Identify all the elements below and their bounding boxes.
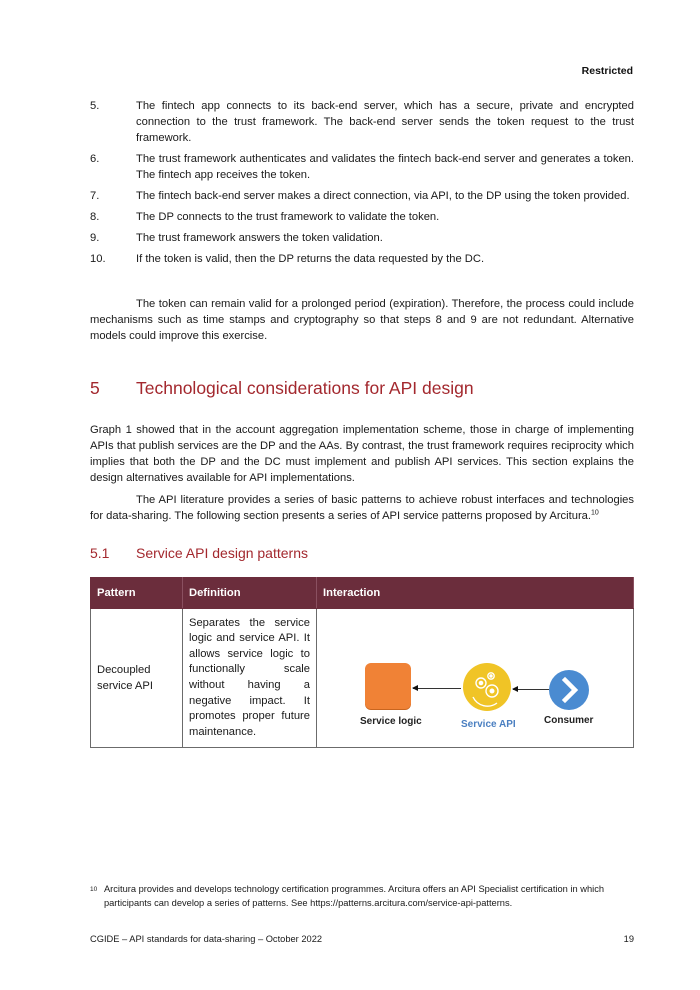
list-text: The fintech app connects to its back-end server, which has a secure, private and encrypted connection to the trust framework. The back-end server sends the token request to the trust framework. — [136, 100, 634, 144]
footnote — [90, 882, 634, 910]
service-api-label: Service API — [461, 719, 516, 730]
page-footer — [90, 934, 634, 944]
definition-cell: Separates the service logic and service API. It allows service logic to functionally scale without having a negative impact. It promotes proper future maintenance. — [183, 609, 317, 748]
section-title: Technological considerations for API design — [136, 378, 474, 398]
list-item — [90, 188, 634, 204]
patterns-table — [90, 577, 634, 748]
list-item — [90, 230, 634, 246]
subsection-number: 5.1 — [90, 545, 110, 561]
list-number: 7. — [90, 190, 100, 202]
steps-list — [90, 98, 634, 272]
list-number: 9. — [90, 232, 100, 244]
footer-title: CGIDE – API standards for data-sharing – October 2022 — [90, 934, 323, 944]
arrow-left-icon — [413, 688, 461, 689]
arrow-left-icon — [513, 689, 549, 690]
list-item — [90, 251, 634, 267]
footnote-text: Arcitura provides and develops technology certification programmes. Arcitura offers an API Specialist certification in which participants can develop a series of patterns. See https://patterns.arcitura.com/service-api-patterns. — [103, 884, 605, 908]
subsection-title: Service API design patterns — [136, 545, 308, 561]
section-number: 5 — [90, 378, 100, 398]
page-number: 19 — [623, 934, 634, 944]
section-paragraph — [90, 422, 634, 486]
interaction-cell — [317, 609, 634, 748]
list-number: 10. — [90, 253, 106, 265]
classification-label: Restricted — [581, 65, 633, 77]
subsection-heading — [90, 545, 634, 561]
footnote-number: 10 — [90, 886, 98, 893]
list-number: 6. — [90, 153, 100, 165]
service-logic-icon — [365, 663, 411, 709]
list-item — [90, 151, 634, 183]
column-header-pattern: Pattern — [91, 578, 183, 609]
list-text: The trust framework authenticates and validates the fintech back-end server and generates a token. The fintech app receives the token. — [136, 153, 634, 181]
list-text: The DP connects to the trust framework to validate the token. — [136, 211, 440, 223]
list-number: 5. — [90, 100, 100, 112]
list-text: If the token is valid, then the DP returns the data requested by the DC. — [136, 253, 485, 265]
column-header-definition: Definition — [183, 578, 317, 609]
list-number: 8. — [90, 211, 100, 223]
service-logic-label: Service logic — [360, 716, 422, 727]
pattern-cell: Decoupled service API — [91, 609, 183, 748]
paragraph-text: Graph 1 showed that in the account aggregation implementation scheme, those in charge of implementing APIs that publish services are the DP and the AAs. By contrast, the trust framework requires reciprocity which implies that both the DP and the DC must implement and publish API services. This section explains the design alternatives available for API implementations. — [90, 424, 634, 484]
interaction-diagram — [317, 609, 635, 747]
column-header-interaction: Interaction — [317, 578, 634, 609]
footnote-ref[interactable]: 10 — [591, 509, 599, 517]
list-text: The trust framework answers the token validation. — [136, 232, 383, 244]
token-paragraph: The token can remain valid for a prolonged period (expiration). Therefore, the process could include mechanisms such as time stamps and cryptography so that steps 8 and 9 are not redundant. Alternative models could improve this exercise. — [90, 298, 634, 342]
chevron-right-icon — [549, 670, 589, 710]
paragraph-text — [90, 492, 634, 524]
table-row — [91, 609, 634, 748]
consumer-label: Consumer — [544, 715, 594, 726]
list-item — [90, 209, 634, 225]
table-header-row — [91, 578, 634, 609]
section-heading — [90, 378, 634, 399]
list-item — [90, 98, 634, 146]
paragraph-body: The API literature provides a series of basic patterns to achieve robust interfaces and technologies for data-sharing. The following section presents a series of API service patterns proposed by Arcitura. — [90, 494, 634, 522]
gears-icon — [463, 663, 511, 711]
section-paragraph — [90, 492, 634, 524]
list-text: The fintech back-end server makes a direct connection, via API, to the DP using the token provided. — [136, 190, 630, 202]
